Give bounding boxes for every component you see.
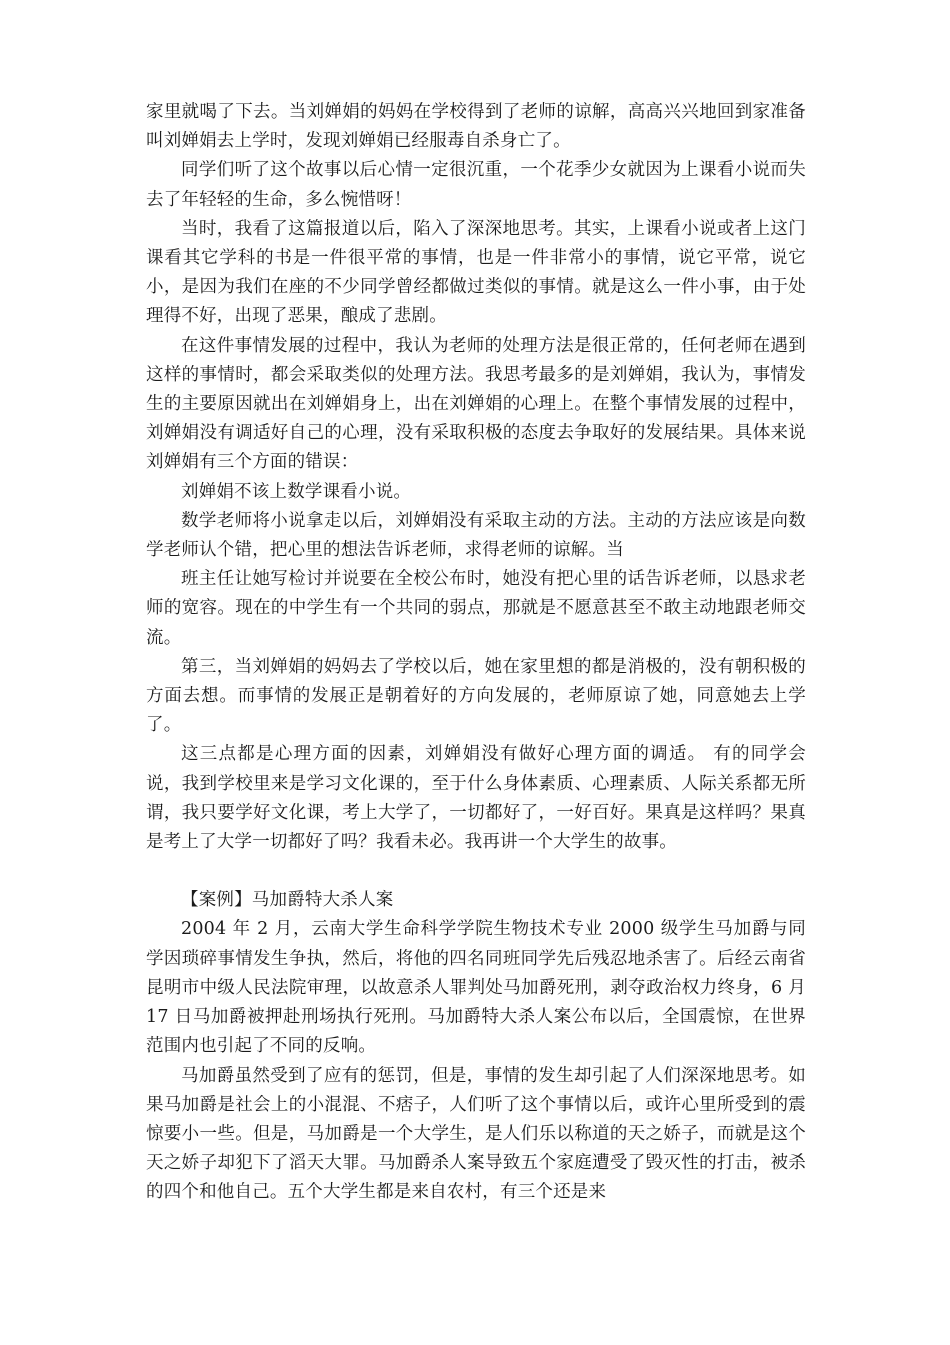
paragraph-2: 同学们听了这个故事以后心情一定很沉重，一个花季少女就因为上课看小说而失去了年轻轻的生命，多么惋惜呀！	[146, 160, 806, 210]
paragraph-11: 马加爵虽然受到了应有的惩罚，但是，事情的发生却引起了人们深深地思考。如果马加爵是社会上的小混混、不痞子，人们听了这个事情以后，或许心里所受到的震惊要小一些。但是，马加爵是一个大学生，是人们乐以称道的天之娇子，而就是这个天之娇子却犯下了滔天大罪。马加爵杀人案导致五个家庭遭受了毁灭性的打击，被杀的四个和他自己。五个大学生都是来自农村，有三个还是来	[146, 1065, 806, 1203]
paragraph-9: 这三点都是心理方面的因素，刘婵娟没有做好心理方面的调适。 有的同学会说，我到学校里来是学习文化课的，至于什么身体素质、心理素质、人际关系都无所谓，我只要学好文化课，考上大学了，一切都好了，一好百好。果真是这样吗？果真是考上了大学一切都好了吗？我看未必。我再讲一个大学生的故事。	[146, 744, 806, 853]
paragraph-7: 班主任让她写检讨并说要在全校公布时，她没有把心里的话告诉老师，以恳求老师的宽容。现在的中学生有一个共同的弱点，那就是不愿意甚至不敢主动地跟老师交流。	[146, 569, 806, 648]
paragraph-10: 2004 年 2 月，云南大学生命科学学院生物技术专业 2000 级学生马加爵与同学因琐碎事情发生争执，然后，将他的四名同班同学先后残忍地杀害了。后经云南省昆明市中级人民法院审理，以故意杀人罪判处马加爵死刑，剥夺政治权力终身，6 月 17 日马加爵被押赴刑场执行死刑。马加爵特大杀人案公布以后，全国震惊，在世界范围内也引起了不同的反响。	[146, 919, 806, 1057]
paragraph-5: 刘婵娟不该上数学课看小说。	[181, 481, 412, 502]
paragraph-4: 在这件事情发展的过程中，我认为老师的处理方法是很正常的，任何老师在遇到这样的事情时，都会采取类似的处理方法。我思考最多的是刘婵娟，我认为，事情发生的主要原因就出在刘婵娟身上，出在刘婵娟的心理上。在整个事情发展的过程中，刘婵娟没有调适好自己的心理，没有采取积极的态度去争取好的发展结果。具体来说刘婵娟有三个方面的错误：	[146, 335, 806, 473]
paragraph-1: 家里就喝了下去。当刘婵娟的妈妈在学校得到了老师的谅解，高高兴兴地回到家准备叫刘婵娟去上学时，发现刘婵娟已经服毒自杀身亡了。	[146, 102, 806, 152]
case-heading: 【案例】马加爵特大杀人案	[181, 890, 394, 911]
paragraph-6: 数学老师将小说拿走以后，刘婵娟没有采取主动的方法。主动的方法应该是向数学老师认个错，把心里的想法告诉老师，求得老师的谅解。当	[146, 510, 806, 561]
document-body	[146, 98, 806, 1208]
section-spacer	[146, 857, 806, 886]
paragraph-8: 第三，当刘婵娟的妈妈去了学校以后，她在家里想的都是消极的，没有朝积极的方面去想。而事情的发展正是朝着好的方向发展的，老师原谅了她，同意她去上学了。	[146, 656, 806, 736]
paragraph-3: 当时，我看了这篇报道以后，陷入了深深地思考。其实，上课看小说或者上这门课看其它学科的书是一件很平常的事情，也是一件非常小的事情，说它平常，说它小，是因为我们在座的不少同学曾经都做过类似的事情。就是这么一件小事，由于处理得不好，出现了恶果，酿成了悲剧。	[146, 218, 806, 327]
